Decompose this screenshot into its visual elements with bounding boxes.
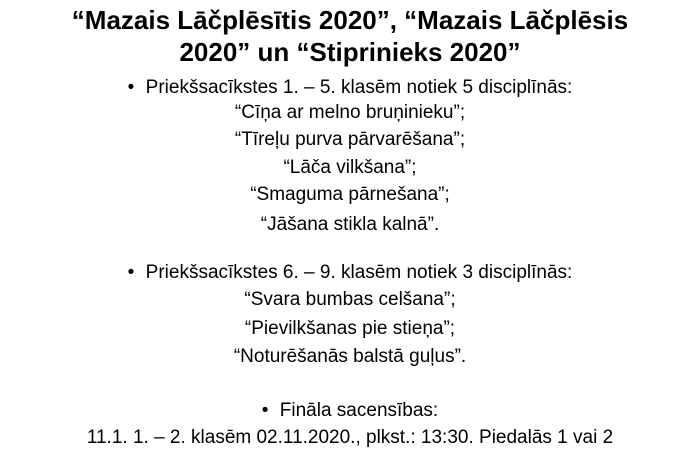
section-3-heading (0, 399, 700, 423)
discipline-item: “Tīreļu purva pārvarēšana”; (234, 129, 466, 150)
section-1-heading (0, 76, 700, 100)
discipline-item: “Pievilkšanas pie stieņa”; (244, 318, 456, 339)
final-schedule-line: 11.1. 1. – 2. klasēm 02.11.2020., plkst.: 13:30. Piedalās 1 vai 2 (86, 427, 614, 448)
section-1-heading-text: Priekšsacīkstes 1. – 5. klasēm notiek 5 disciplīnās: (145, 77, 573, 98)
section-3-heading-text: Fināla sacensības: (279, 400, 439, 421)
discipline-item: “Smaguma pārnešana”; (250, 184, 450, 205)
bullet-icon: • (127, 262, 135, 283)
discipline-item: “Lāča vilkšana”; (283, 157, 417, 178)
bullet-icon: • (261, 400, 269, 421)
bullet-icon: • (127, 77, 135, 98)
discipline-item: “Noturēšanās balstā guļus”. (233, 346, 467, 367)
section-2-heading (0, 261, 700, 285)
document-title-line-1: “Mazais Lāčplēsītis 2020”, “Mazais Lāčplēsis (71, 5, 629, 35)
discipline-item: “Cīņa ar melno bruņinieku”; (234, 102, 466, 123)
document-title-line-2: 2020” un “Stiprinieks 2020” (179, 37, 521, 67)
discipline-item: “Jāšana stikla kalnā”. (260, 214, 440, 235)
discipline-item: “Svara bumbas celšana”; (244, 289, 456, 310)
section-2-heading-text: Priekšsacīkstes 6. – 9. klasēm notiek 3 disciplīnās: (145, 262, 573, 283)
